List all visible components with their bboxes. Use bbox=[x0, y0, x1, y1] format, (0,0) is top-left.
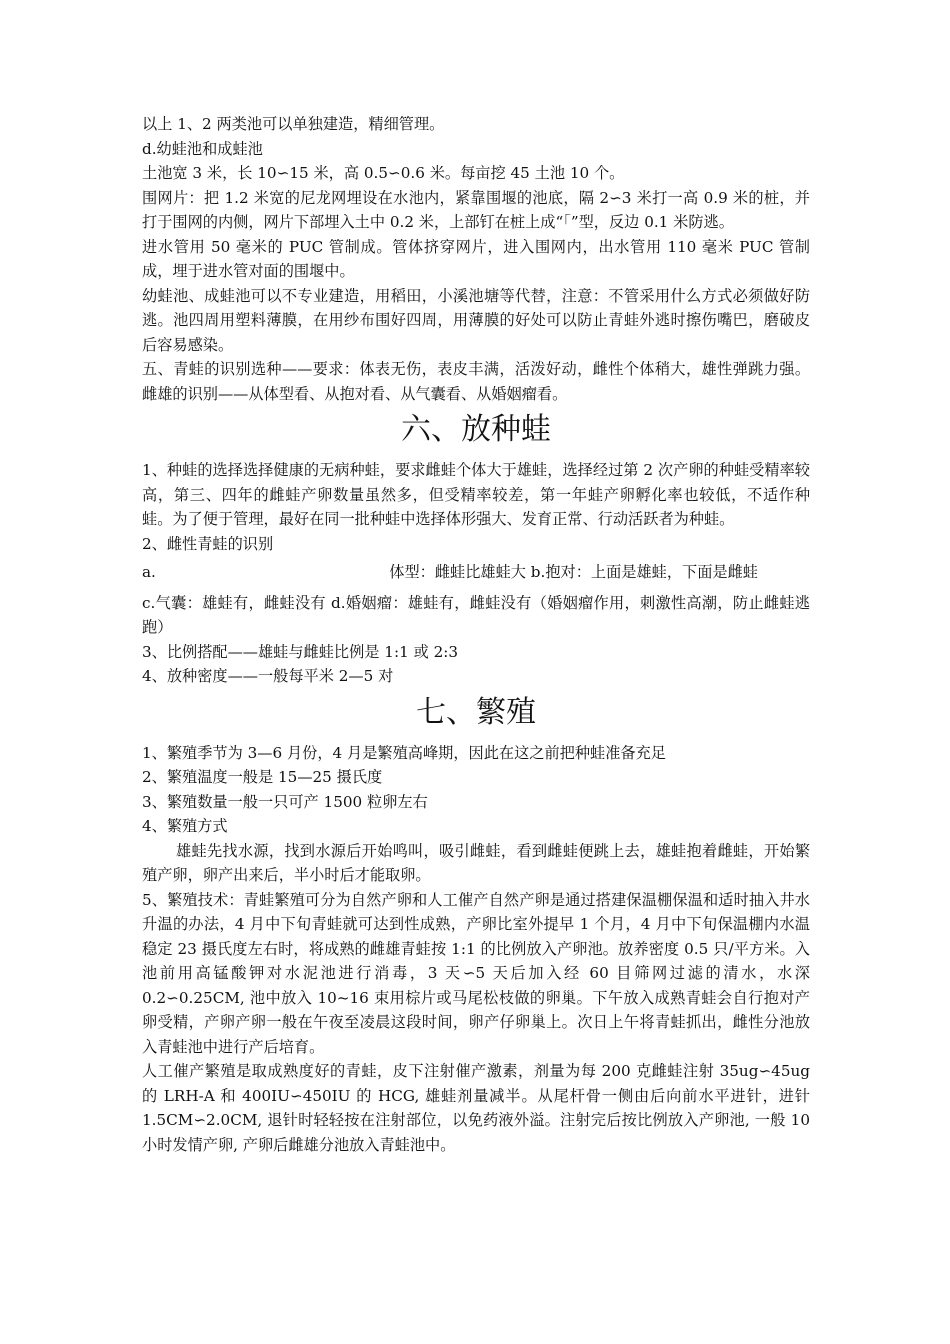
item-label: a. bbox=[142, 563, 156, 581]
paragraph: 围网片：把 1.2 米宽的尼龙网埋设在水池内，紧靠围堰的池底，隔 2∽3 米打一高 0.9 米的桩，并打于围网的内侧，网片下部埋入土中 0.2 米，上部钉在桩上成“「”型，反边 0.1 米防逃。 bbox=[142, 188, 810, 231]
paragraph: 人工催产繁殖是取成熟度好的青蛙，皮下注射催产激素，剂量为每 200 克雌蛙注射 35ug∽45ug 的 LRH-A 和 400IU∽450IU 的 HCG, 雄蛙剂量减半。从尾杆骨一侧由后向前水平进针，进针 1.5CM∽2.0CM, 退针时轻轻按在注射部位，以免药液外溢。注射完后按比例放入产卵池, 一般 10 小时发情产卵, 产卵后雌雄分池放入青蛙池中。 bbox=[142, 1062, 810, 1154]
section-heading-6: 六、放种蛙 bbox=[401, 412, 551, 447]
paragraph: 1、繁殖季节为 3—6 月份，4 月是繁殖高峰期，因此在这之前把种蛙准备充足 bbox=[142, 743, 666, 762]
paragraph: 3、比例搭配——雄蛙与雌蛙比例是 1:1 或 2:3 bbox=[142, 642, 459, 661]
paragraph: 2、繁殖温度一般是 15—25 摄氏度 bbox=[142, 768, 383, 786]
paragraph: 土池宽 3 米，长 10∽15 米，高 0.5∽0.6 米。每亩挖 45 土池 10 个。 bbox=[142, 164, 625, 182]
paragraph: 4、繁殖方式 bbox=[142, 817, 228, 835]
section-heading-7: 七、繁殖 bbox=[416, 694, 536, 730]
paragraph: 4、放种密度——一般每平米 2—5 对 bbox=[142, 667, 394, 685]
paragraph: c.气囊：雄蛙有，雌蛙没有 d.婚姻瘤：雄蛙有，雌蛙没有（婚姻瘤作用，刺激性高潮，防止雌蛙逃跑） bbox=[142, 593, 810, 636]
paragraph: 1、种蛙的选择选择健康的无病种蛙，要求雌蛙个体大于雄蛙，选择经过第 2 次产卵的种蛙受精率较高，第三、四年的雌蛙产卵数量虽然多，但受精率较差，第一年蛙产卵孵化率也较低，不适作种蛙。为了便于管理，最好在同一批种蛙中选择体形强大、发育正常、行动活跃者为种蛙。 bbox=[142, 461, 810, 528]
paragraph: 雄蛙先找水源，找到水源后开始鸣叫，吸引雌蛙，看到雌蛙便跳上去，雄蛙抱着雌蛙，开始繁殖产卵，卵产出来后，半小时后才能取卵。 bbox=[142, 841, 810, 884]
paragraph: 五、青蛙的识别选种——要求：体表无伤，表皮丰满，活泼好动，雌性个体稍大，雄性弹跳力强。雌雄的识别——从体型看、从抱对看、从气囊看、从婚姻瘤看。 bbox=[142, 360, 810, 403]
item-text: 体型：雌蛙比雄蛙大 b.抱对：上面是雄蛙，下面是雌蛙 bbox=[389, 563, 758, 581]
identification-row bbox=[142, 560, 810, 585]
paragraph: d.幼蛙池和成蛙池 bbox=[142, 139, 263, 158]
paragraph: 幼蛙池、成蛙池可以不专业建造，用稻田，小溪池塘等代替，注意：不管采用什么方式必须做好防逃。池四周用塑料薄膜，在用纱布围好四周，用薄膜的好处可以防止青蛙外逃时擦伤嘴巴，磨破皮后容易感染。 bbox=[142, 286, 810, 354]
paragraph: 5、繁殖技术：青蛙繁殖可分为自然产卵和人工催产自然产卵是通过搭建保温棚保温和适时抽入井水升温的办法，4 月中下旬青蛙就可达到性成熟，产卵比室外提早 1 个月，4 月中下旬保温棚内水温稳定 23 摄氏度左右时，将成熟的雌雄青蛙按 1:1 的比例放入产卵池。放养密度 0.5 只/平方米。入池前用高锰酸钾对水泥池进行消毒，3 天∽5 天后加入经 60 目筛网过滤的清水，水深 0.2∽0.25CM, 池中放入 10~16 束用棕片或马尾松枝做的卵巢。下午放入成熟青蛙会自行抱对产卵受精，产卵产卵一般在午夜至凌晨这段时间，卵产仔卵巢上。次日上午将青蛙抓出，雌性分池放入青蛙池中进行产后培育。 bbox=[142, 890, 810, 1056]
paragraph: 2、雌性青蛙的识别 bbox=[142, 534, 274, 553]
paragraph: 3、繁殖数量一般一只可产 1500 粒卵左右 bbox=[142, 792, 428, 811]
paragraph: 以上 1、2 两类池可以单独建造，精细管理。 bbox=[142, 115, 445, 133]
document-body bbox=[142, 112, 810, 1157]
paragraph: 进水管用 50 毫米的 PUC 管制成。管体挤穿网片，进入围网内，出水管用 110 毫米 PUC 管制成，埋于进水管对面的围堰中。 bbox=[142, 237, 810, 280]
